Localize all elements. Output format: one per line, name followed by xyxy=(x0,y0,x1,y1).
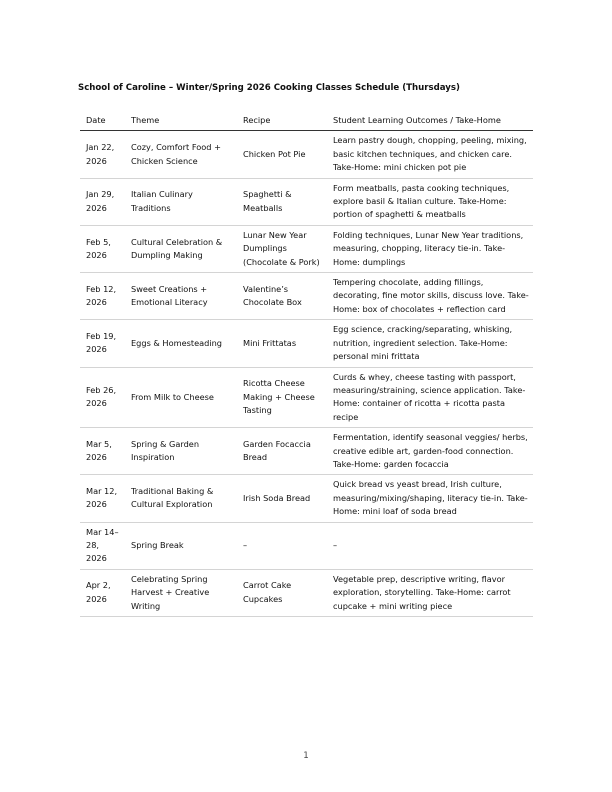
header-outcomes: Student Learning Outcomes / Take-Home xyxy=(327,110,533,131)
cell-date: Mar 5, 2026 xyxy=(80,428,125,475)
table-row xyxy=(80,225,533,272)
cell-date: Feb 19, 2026 xyxy=(80,320,125,367)
cell-recipe: Chicken Pot Pie xyxy=(237,131,327,178)
cell-date: Jan 29, 2026 xyxy=(80,178,125,225)
cell-recipe: Spaghetti & Meatballs xyxy=(237,178,327,225)
cell-theme: Eggs & Homesteading xyxy=(125,320,237,367)
cell-theme: From Milk to Cheese xyxy=(125,367,237,428)
cell-recipe: Irish Soda Bread xyxy=(237,475,327,522)
cell-theme: Celebrating Spring Harvest + Creative Writing xyxy=(125,569,237,616)
cell-date: Mar 12, 2026 xyxy=(80,475,125,522)
cell-recipe: Mini Frittatas xyxy=(237,320,327,367)
cell-theme: Spring & Garden Inspiration xyxy=(125,428,237,475)
table-row xyxy=(80,522,533,569)
table-row xyxy=(80,569,533,616)
table-row xyxy=(80,320,533,367)
cell-outcomes: Learn pastry dough, chopping, peeling, mixing, basic kitchen techniques, and chicken care. Take-Home: mini chicken pot pie xyxy=(327,131,533,178)
cell-outcomes: Egg science, cracking/separating, whisking, nutrition, ingredient selection. Take-Home: personal mini frittata xyxy=(327,320,533,367)
header-theme: Theme xyxy=(125,110,237,131)
cell-recipe: Garden Focaccia Bread xyxy=(237,428,327,475)
table-row xyxy=(80,475,533,522)
cell-theme: Italian Culinary Traditions xyxy=(125,178,237,225)
cell-outcomes: Fermentation, identify seasonal veggies/ herbs, creative edible art, garden-food connection. Take-Home: garden focaccia xyxy=(327,428,533,475)
cell-outcomes: – xyxy=(327,522,533,569)
table-row xyxy=(80,273,533,320)
cell-theme: Cultural Celebration & Dumpling Making xyxy=(125,225,237,272)
table-row xyxy=(80,131,533,178)
cell-theme: Sweet Creations + Emotional Literacy xyxy=(125,273,237,320)
cell-outcomes: Curds & whey, cheese tasting with passport, measuring/straining, science application. Take-Home: container of ricotta + ricotta pasta recipe xyxy=(327,367,533,428)
cell-date: Mar 14–28, 2026 xyxy=(80,522,125,569)
cell-theme: Cozy, Comfort Food + Chicken Science xyxy=(125,131,237,178)
table-row xyxy=(80,178,533,225)
cell-date: Feb 5, 2026 xyxy=(80,225,125,272)
page-number: 1 xyxy=(303,751,309,761)
cell-recipe: Lunar New Year Dumplings (Chocolate & Pork) xyxy=(237,225,327,272)
cell-outcomes: Folding techniques, Lunar New Year traditions, measuring, chopping, literacy tie-in. Take-Home: dumplings xyxy=(327,225,533,272)
cell-recipe: Valentine’s Chocolate Box xyxy=(237,273,327,320)
header-recipe: Recipe xyxy=(237,110,327,131)
cell-outcomes: Tempering chocolate, adding fillings, decorating, fine motor skills, discuss love. Take-Home: box of chocolates + reflection card xyxy=(327,273,533,320)
cell-date: Feb 12, 2026 xyxy=(80,273,125,320)
table-header-row xyxy=(80,110,533,131)
cell-date: Jan 22, 2026 xyxy=(80,131,125,178)
cell-recipe: – xyxy=(237,522,327,569)
cell-theme: Traditional Baking & Cultural Exploration xyxy=(125,475,237,522)
document-title: School of Caroline – Winter/Spring 2026 Cooking Classes Schedule (Thursdays) xyxy=(78,83,460,93)
schedule-table xyxy=(80,110,533,617)
table-row xyxy=(80,428,533,475)
cell-recipe: Carrot Cake Cupcakes xyxy=(237,569,327,616)
cell-date: Apr 2, 2026 xyxy=(80,569,125,616)
cell-outcomes: Form meatballs, pasta cooking techniques, explore basil & Italian culture. Take-Home: portion of spaghetti & meatballs xyxy=(327,178,533,225)
header-date: Date xyxy=(80,110,125,131)
cell-outcomes: Vegetable prep, descriptive writing, flavor exploration, storytelling. Take-Home: carrot cupcake + mini writing piece xyxy=(327,569,533,616)
cell-outcomes: Quick bread vs yeast bread, Irish culture, measuring/mixing/shaping, literacy tie-in. Take-Home: mini loaf of soda bread xyxy=(327,475,533,522)
cell-recipe: Ricotta Cheese Making + Cheese Tasting xyxy=(237,367,327,428)
table-row xyxy=(80,367,533,428)
cell-date: Feb 26, 2026 xyxy=(80,367,125,428)
cell-theme: Spring Break xyxy=(125,522,237,569)
